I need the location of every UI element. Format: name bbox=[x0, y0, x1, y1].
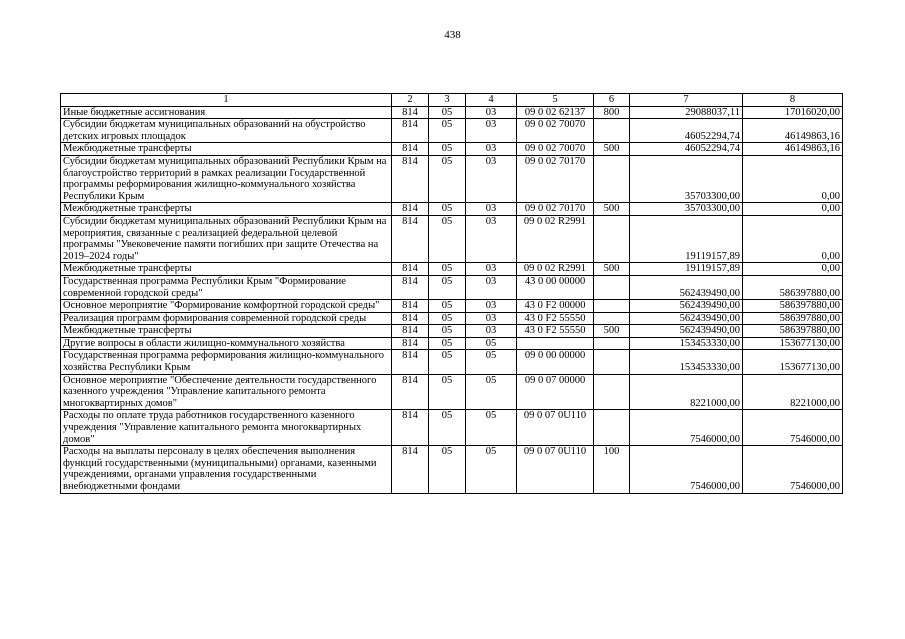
row-code-6 bbox=[594, 155, 630, 202]
table-row bbox=[61, 446, 843, 493]
row-code-2: 814 bbox=[392, 337, 429, 350]
row-code-2: 814 bbox=[392, 203, 429, 216]
row-code-5: 09 0 02 R2991 bbox=[517, 215, 594, 262]
row-code-4: 03 bbox=[466, 275, 517, 299]
row-amount-8: 7546000,00 bbox=[743, 410, 843, 446]
row-code-4: 03 bbox=[466, 312, 517, 325]
row-code-4: 03 bbox=[466, 325, 517, 338]
row-code-4: 05 bbox=[466, 350, 517, 374]
row-amount-8: 0,00 bbox=[743, 263, 843, 276]
row-name: Межбюджетные трансферты bbox=[61, 143, 392, 156]
row-code-6: 500 bbox=[594, 263, 630, 276]
row-code-2: 814 bbox=[392, 410, 429, 446]
row-amount-8: 17016020,00 bbox=[743, 106, 843, 119]
row-amount-7: 19119157,89 bbox=[630, 215, 743, 262]
row-code-2: 814 bbox=[392, 300, 429, 313]
row-code-3: 05 bbox=[429, 215, 466, 262]
row-code-6 bbox=[594, 300, 630, 313]
row-code-5: 43 0 F2 55550 bbox=[517, 325, 594, 338]
budget-table bbox=[60, 93, 843, 494]
column-header: 8 bbox=[743, 94, 843, 107]
row-code-2: 814 bbox=[392, 325, 429, 338]
row-code-2: 814 bbox=[392, 312, 429, 325]
row-amount-7: 8221000,00 bbox=[630, 374, 743, 410]
row-amount-8: 7546000,00 bbox=[743, 446, 843, 493]
row-code-6: 500 bbox=[594, 325, 630, 338]
row-code-4: 03 bbox=[466, 143, 517, 156]
row-code-4: 03 bbox=[466, 106, 517, 119]
row-code-5: 09 0 00 00000 bbox=[517, 350, 594, 374]
column-header: 3 bbox=[429, 94, 466, 107]
row-code-6 bbox=[594, 337, 630, 350]
row-name: Иные бюджетные ассигнования bbox=[61, 106, 392, 119]
row-code-2: 814 bbox=[392, 374, 429, 410]
row-code-6 bbox=[594, 119, 630, 143]
row-amount-7: 562439490,00 bbox=[630, 300, 743, 313]
row-code-6: 800 bbox=[594, 106, 630, 119]
row-code-4: 05 bbox=[466, 337, 517, 350]
table-row bbox=[61, 410, 843, 446]
row-code-3: 05 bbox=[429, 374, 466, 410]
table-row bbox=[61, 263, 843, 276]
row-name: Государственная программа реформирования жилищно-коммунального хозяйства Республики Крым bbox=[61, 350, 392, 374]
row-amount-8: 0,00 bbox=[743, 203, 843, 216]
row-amount-8: 153677130,00 bbox=[743, 337, 843, 350]
column-header: 1 bbox=[61, 94, 392, 107]
table-row bbox=[61, 275, 843, 299]
table-row bbox=[61, 106, 843, 119]
column-header: 2 bbox=[392, 94, 429, 107]
row-amount-7: 153453330,00 bbox=[630, 350, 743, 374]
table-row bbox=[61, 143, 843, 156]
row-code-6: 500 bbox=[594, 203, 630, 216]
row-code-3: 05 bbox=[429, 325, 466, 338]
column-header: 6 bbox=[594, 94, 630, 107]
row-code-2: 814 bbox=[392, 350, 429, 374]
row-code-3: 05 bbox=[429, 106, 466, 119]
row-amount-8: 46149863,16 bbox=[743, 143, 843, 156]
row-amount-7: 46052294,74 bbox=[630, 119, 743, 143]
row-name: Реализация программ формирования современной городской среды bbox=[61, 312, 392, 325]
row-code-5 bbox=[517, 337, 594, 350]
row-code-5: 09 0 07 0U110 bbox=[517, 446, 594, 493]
row-code-5: 09 0 02 70170 bbox=[517, 155, 594, 202]
row-code-6 bbox=[594, 312, 630, 325]
row-code-6: 500 bbox=[594, 143, 630, 156]
row-code-3: 05 bbox=[429, 300, 466, 313]
row-code-2: 814 bbox=[392, 119, 429, 143]
row-code-3: 05 bbox=[429, 263, 466, 276]
row-code-4: 03 bbox=[466, 215, 517, 262]
row-code-2: 814 bbox=[392, 155, 429, 202]
row-code-5: 09 0 02 62137 bbox=[517, 106, 594, 119]
row-name: Межбюджетные трансферты bbox=[61, 325, 392, 338]
row-amount-8: 586397880,00 bbox=[743, 312, 843, 325]
row-code-3: 05 bbox=[429, 155, 466, 202]
row-code-3: 05 bbox=[429, 337, 466, 350]
table-row bbox=[61, 350, 843, 374]
row-code-3: 05 bbox=[429, 312, 466, 325]
row-name: Субсидии бюджетам муниципальных образований Республики Крым на мероприятия, связанные с реализацией федеральной целевой программы "Увековечение памяти погибших при защите Отечества на 2019–2024 годы" bbox=[61, 215, 392, 262]
row-amount-7: 562439490,00 bbox=[630, 275, 743, 299]
row-amount-8: 586397880,00 bbox=[743, 325, 843, 338]
row-code-2: 814 bbox=[392, 143, 429, 156]
row-code-6 bbox=[594, 215, 630, 262]
table-row bbox=[61, 374, 843, 410]
row-code-4: 03 bbox=[466, 119, 517, 143]
row-code-4: 05 bbox=[466, 410, 517, 446]
row-amount-7: 562439490,00 bbox=[630, 325, 743, 338]
row-name: Основное мероприятие "Обеспечение деятельности государственного казенного учреждения "Управление капитального ремонта многоквартирных домов" bbox=[61, 374, 392, 410]
table-row bbox=[61, 215, 843, 262]
table-row bbox=[61, 312, 843, 325]
table-row bbox=[61, 119, 843, 143]
row-code-2: 814 bbox=[392, 215, 429, 262]
row-code-3: 05 bbox=[429, 275, 466, 299]
row-amount-7: 7546000,00 bbox=[630, 410, 743, 446]
row-amount-7: 153453330,00 bbox=[630, 337, 743, 350]
row-amount-7: 46052294,74 bbox=[630, 143, 743, 156]
row-code-6 bbox=[594, 410, 630, 446]
row-amount-8: 586397880,00 bbox=[743, 300, 843, 313]
row-code-4: 03 bbox=[466, 300, 517, 313]
row-code-5: 09 0 02 R2991 bbox=[517, 263, 594, 276]
row-code-5: 09 0 02 70170 bbox=[517, 203, 594, 216]
row-code-5: 09 0 07 00000 bbox=[517, 374, 594, 410]
row-code-3: 05 bbox=[429, 350, 466, 374]
row-code-6 bbox=[594, 374, 630, 410]
row-name: Субсидии бюджетам муниципальных образований на обустройство детских игровых площадок bbox=[61, 119, 392, 143]
row-name: Расходы на выплаты персоналу в целях обеспечения выполнения функций государственными (муниципальными) органами, казенными учреждениями, органами управления государственными внебюджетными фондами bbox=[61, 446, 392, 493]
row-code-3: 05 bbox=[429, 203, 466, 216]
row-amount-8: 8221000,00 bbox=[743, 374, 843, 410]
table-row bbox=[61, 155, 843, 202]
row-code-3: 05 bbox=[429, 410, 466, 446]
row-amount-8: 153677130,00 bbox=[743, 350, 843, 374]
row-name: Субсидии бюджетам муниципальных образований Республики Крым на благоустройство территорий в рамках реализации Государственной программы реформирования жилищно-коммунального хозяйства Республики Крым bbox=[61, 155, 392, 202]
row-amount-8: 586397880,00 bbox=[743, 275, 843, 299]
row-code-3: 05 bbox=[429, 446, 466, 493]
row-amount-7: 35703300,00 bbox=[630, 203, 743, 216]
row-name: Межбюджетные трансферты bbox=[61, 203, 392, 216]
row-code-2: 814 bbox=[392, 275, 429, 299]
row-code-5: 09 0 02 70070 bbox=[517, 143, 594, 156]
row-code-5: 09 0 02 70070 bbox=[517, 119, 594, 143]
row-code-6: 100 bbox=[594, 446, 630, 493]
row-code-5: 43 0 F2 55550 bbox=[517, 312, 594, 325]
row-code-3: 05 bbox=[429, 119, 466, 143]
row-amount-8: 0,00 bbox=[743, 215, 843, 262]
column-header: 4 bbox=[466, 94, 517, 107]
row-name: Межбюджетные трансферты bbox=[61, 263, 392, 276]
row-code-4: 05 bbox=[466, 374, 517, 410]
row-code-6 bbox=[594, 275, 630, 299]
row-code-3: 05 bbox=[429, 143, 466, 156]
row-code-5: 09 0 07 0U110 bbox=[517, 410, 594, 446]
row-amount-7: 19119157,89 bbox=[630, 263, 743, 276]
row-code-4: 05 bbox=[466, 446, 517, 493]
row-code-4: 03 bbox=[466, 203, 517, 216]
row-name: Государственная программа Республики Крым "Формирование современной городской среды" bbox=[61, 275, 392, 299]
row-code-5: 43 0 F2 00000 bbox=[517, 300, 594, 313]
row-code-6 bbox=[594, 350, 630, 374]
row-name: Другие вопросы в области жилищно-коммунального хозяйства bbox=[61, 337, 392, 350]
table-row bbox=[61, 203, 843, 216]
row-code-4: 03 bbox=[466, 263, 517, 276]
table-row bbox=[61, 300, 843, 313]
table-row bbox=[61, 325, 843, 338]
column-header: 7 bbox=[630, 94, 743, 107]
row-amount-7: 7546000,00 bbox=[630, 446, 743, 493]
table-row bbox=[61, 337, 843, 350]
row-amount-8: 46149863,16 bbox=[743, 119, 843, 143]
row-name: Основное мероприятие "Формирование комфортной городской среды" bbox=[61, 300, 392, 313]
row-code-5: 43 0 00 00000 bbox=[517, 275, 594, 299]
column-header: 5 bbox=[517, 94, 594, 107]
row-code-2: 814 bbox=[392, 446, 429, 493]
row-code-2: 814 bbox=[392, 106, 429, 119]
row-amount-8: 0,00 bbox=[743, 155, 843, 202]
row-amount-7: 35703300,00 bbox=[630, 155, 743, 202]
row-amount-7: 562439490,00 bbox=[630, 312, 743, 325]
row-code-2: 814 bbox=[392, 263, 429, 276]
row-amount-7: 29088037,11 bbox=[630, 106, 743, 119]
row-code-4: 03 bbox=[466, 155, 517, 202]
header-row bbox=[61, 94, 843, 107]
page-number: 438 bbox=[444, 29, 461, 41]
row-name: Расходы по оплате труда работников государственного казенного учреждения "Управление капитального ремонта многоквартирных домов" bbox=[61, 410, 392, 446]
